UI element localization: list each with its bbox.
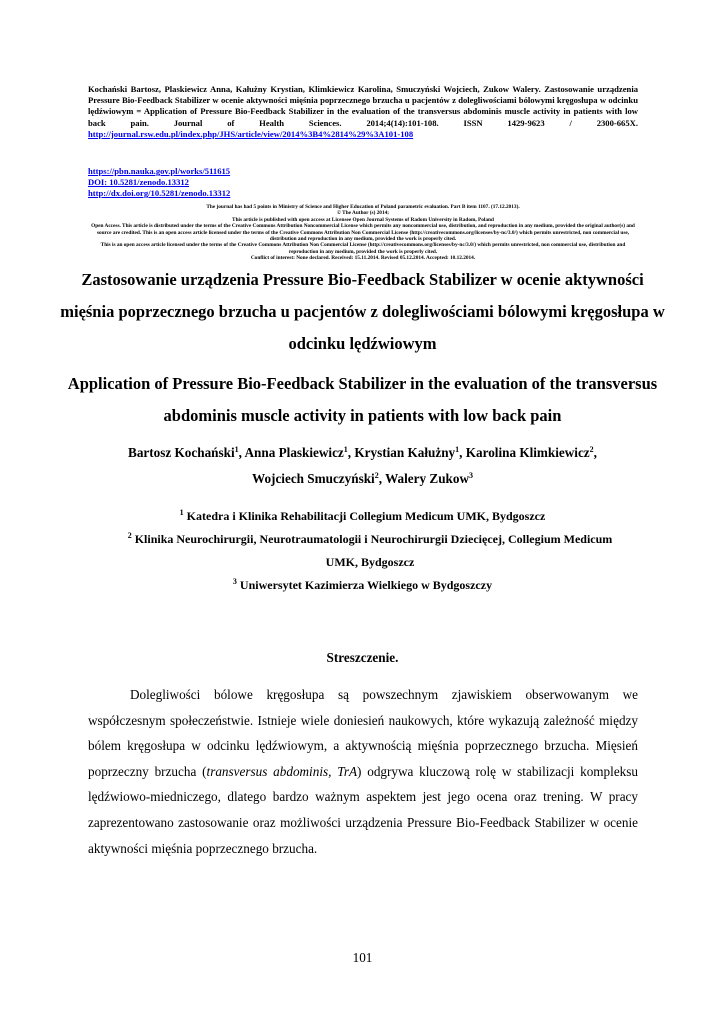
affiliation-3 bbox=[60, 574, 665, 597]
author-separator: , bbox=[378, 471, 386, 486]
author-name: Krystian Kałużny bbox=[354, 445, 456, 460]
abstract-text-part-1: Dolegliwości bólowe kręgosłupa są powszechnym zjawiskiem obserwowanym we współczesnym społeczeństwie. Istnieje wiele doniesień naukowych, które wykazują zależność między bólem kręgosłupa w odcinku lędźwiowym, a aktywnością mięśnia poprzecznego brzucha. Mięsień poprzeczny brzucha ( bbox=[88, 687, 638, 779]
author-name: Wojciech Smuczyński bbox=[252, 471, 375, 486]
citation-text: Kochański Bartosz, Plaskiewicz Anna, Kałużny Krystian, Klimkiewicz Karolina, Smuczyński Wojciech, Zukow Walery. Zastosowanie urządzenia Pressure Bio-Feedback Stabilizer w ocenie aktywności mięśnia poprzecznego brzucha u pacjentów z dolegliwościami bólowymi kręgosłupa w odcinku lędźwiowym = Application of Pressure Bio-Feedback Stabilizer in the evaluation of the transversus abdominis muscle activity in patients with low back pain. Journal of Health Sciences. 2014;4(14):101-108. ISSN 1429-9623 / 2300-665X. bbox=[88, 84, 638, 128]
title-polish: Zastosowanie urządzenia Pressure Bio-Feedback Stabilizer w ocenie aktywności mięśnia poprzecznego brzucha u pacjentów z dolegliwościami bólowymi kręgosłupa w odcinku lędźwiowym bbox=[60, 270, 665, 353]
title-english: Application of Pressure Bio-Feedback Stabilizer in the evaluation of the transversus abdominis muscle activity in patients with low back pain bbox=[67, 374, 658, 425]
abstract-text-part-2: ) odgrywa kluczową rolę w stabilizacji kompleksu lędźwiowo-miedniczego, dlatego bardzo ważnym aspektem jest jego ocena oraz trening. W pracy zaprezentowano zastosowanie oraz możliwości urządzenia Pressure Bio-Feedback Stabilizer w ocenie aktywności mięśnia poprzecznego brzucha. bbox=[88, 763, 638, 856]
author-separator: , bbox=[593, 445, 597, 460]
pbn-link[interactable]: https://pbn.nauka.gov.pl/works/511615 bbox=[88, 166, 231, 176]
notice-line: Open Access. This article is distributed under the terms of the Creative Commons Attribution Noncommercial License which permits any noncommercial use, distribution, and reproduction in any medium, provided the original author(s) and source are credited. This is an open access article licensed under the terms of the Creative Commons Attribution Non Commercial License (http://creativecommons.org/licenses/by-nc/3.0/) which permits unrestricted, non commercial use, distribution and reproduction in any medium, provided the work is properly cited. bbox=[91, 223, 635, 243]
author-affiliation-mark: 1 bbox=[343, 445, 348, 454]
page-number: 101 bbox=[352, 950, 373, 965]
affiliation-text: Uniwersytet Kazimierza Wielkiego w Bydgoszczy bbox=[239, 578, 493, 592]
affiliation-number: 3 bbox=[232, 577, 237, 586]
author-separator: , bbox=[459, 445, 466, 460]
affiliation-text: Katedra i Klinika Rehabilitacji Collegium Medicum UMK, Bydgoszcz bbox=[186, 509, 546, 523]
notice-line: Conflict of interest: None declared. Received: 15.11.2014. Revised 05.12.2014. Accepted: 10.12.2014. bbox=[250, 255, 476, 262]
author-affiliation-mark: 3 bbox=[468, 471, 473, 480]
abstract-heading: Streszczenie. bbox=[326, 650, 399, 665]
author-separator: , bbox=[238, 445, 245, 460]
author-name: Bartosz Kochański bbox=[128, 445, 235, 460]
notice-line: The journal has had 5 points in Ministry of Science and Higher Education of Poland parametric evaluation. Part B item 1107. (17.12.2013). bbox=[206, 204, 520, 210]
notice-line: This is an open access article licensed under the terms of the Creative Commons Attribution Non Commercial License (http://creativecommons.org/licenses/by-nc/3.0/) which permits unrestricted, non commercial use, distribution and reproduction in any medium, provided the work is properly cited. bbox=[100, 242, 626, 255]
abstract-paragraph bbox=[88, 682, 638, 861]
author-name: Anna Plaskiewicz bbox=[244, 445, 344, 460]
author-affiliation-mark: 2 bbox=[589, 445, 594, 454]
author-list bbox=[60, 440, 665, 492]
doi-link[interactable]: DOI: 10.5281/zenodo.13312 bbox=[88, 177, 189, 187]
abstract-italic-term: transversus abdominis, TrA bbox=[206, 763, 358, 779]
doi-url-link[interactable]: http://dx.doi.org/10.5281/zenodo.13312 bbox=[88, 188, 231, 198]
author-name: Walery Zukow bbox=[385, 471, 469, 486]
identifier-links bbox=[88, 166, 488, 199]
affiliation-1 bbox=[60, 505, 665, 528]
author-separator: , bbox=[347, 445, 355, 460]
affiliation-text: Klinika Neurochirurgii, Neurotraumatologii i Neurochirurgii Dziecięcej, Collegium Medicum UMK, Bydgoszcz bbox=[134, 532, 613, 569]
citation-block bbox=[88, 84, 638, 140]
notice-line: This article is published with open access at Licensee Open Journal Systems of Radom University in Radom, Poland bbox=[232, 216, 494, 223]
author-affiliation-mark: 1 bbox=[455, 445, 460, 454]
citation-url-link[interactable]: http://journal.rsw.edu.pl/index.php/JHS/article/view/2014%3B4%2814%29%3A101-108 bbox=[88, 128, 414, 139]
author-name: Karolina Klimkiewicz bbox=[465, 445, 590, 460]
license-notice bbox=[86, 204, 640, 262]
author-affiliation-mark: 2 bbox=[374, 471, 379, 480]
affiliation-number: 1 bbox=[179, 508, 184, 517]
notice-line: © The Author (s) 2014; bbox=[336, 210, 390, 217]
author-affiliation-mark: 1 bbox=[234, 445, 239, 454]
affiliation-number: 2 bbox=[127, 531, 132, 540]
affiliation-2 bbox=[120, 528, 620, 574]
